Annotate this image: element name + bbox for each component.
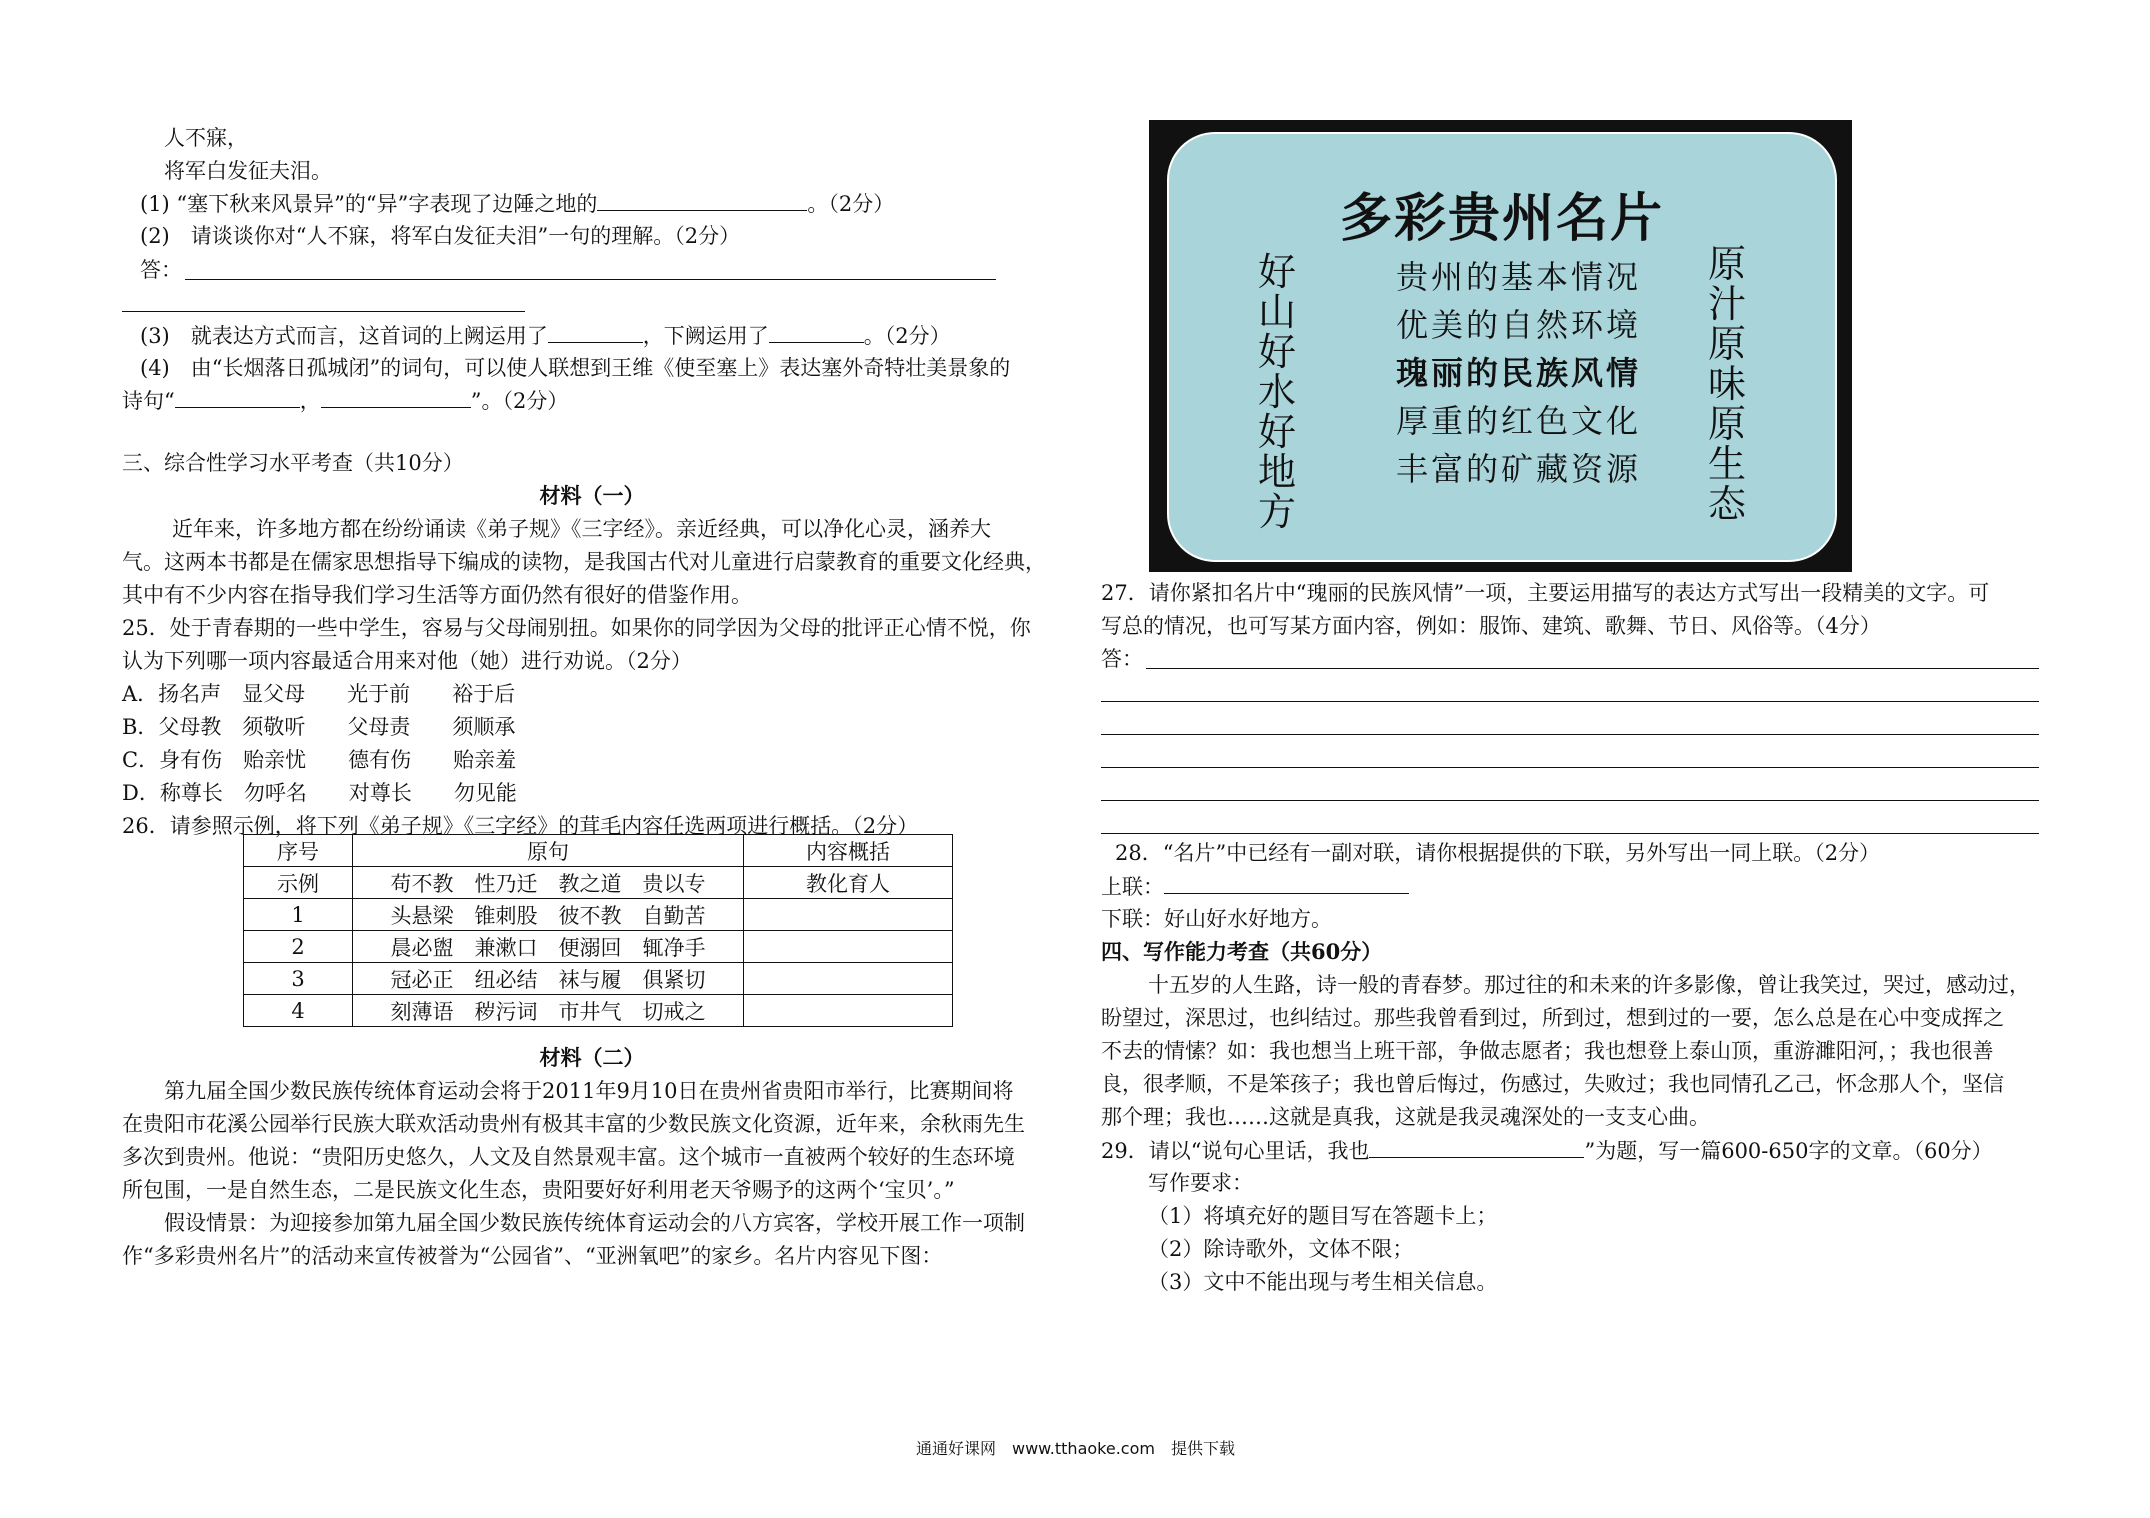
requirement: （2）除诗歌外，文体不限； — [1148, 1237, 1414, 1261]
paragraph: 良，很孝顺，不是笨孩子；我也曾后悔过，伤感过，失败过；我也同情孔乙己，怀念那人个，坚信 — [1101, 1072, 2004, 1096]
upper-couplet — [1101, 871, 1409, 902]
answer-label: 答： — [1101, 647, 1143, 671]
table-cell: 头悬梁 锥刺股 彼不教 自勤苦 — [353, 899, 744, 931]
paragraph: 其中有不少内容在指导我们学习生活等方面仍然有很好的借鉴作用。 — [122, 583, 752, 607]
question-26: 26．请参照示例，将下列《弟子规》《三字经》的茸毛内容任选两项进行概括。（2分） — [122, 814, 919, 838]
table-row — [244, 963, 953, 995]
question-text: (3) 就表达方式而言，这首词的上阙运用了 — [140, 324, 548, 348]
answer-line[interactable] — [122, 311, 525, 312]
table-row — [244, 931, 953, 963]
answer-line[interactable] — [1101, 833, 2039, 834]
requirement: （1）将填充好的题目写在答题卡上； — [1148, 1204, 1498, 1228]
question-text: ， — [299, 389, 321, 413]
card-title: 多彩贵州名片 — [1339, 189, 1664, 249]
answer-blank[interactable] — [548, 320, 643, 343]
table-cell: 3 — [244, 963, 353, 995]
question-score: 。（2分） — [807, 192, 895, 216]
question-25: 25．处于青春期的一些中学生，容易与父母闹别扭。如果你的同学因为父母的批评正心情不悦，你 — [122, 616, 1031, 640]
question-2: (2) 请谈谈你对“人不寐，将军白发征夫泪”一句的理解。（2分） — [140, 224, 741, 248]
table-cell: 苟不教 性乃迁 教之道 贵以专 — [353, 867, 744, 899]
option-d[interactable]: D．称尊长 勿呼名 对尊长 勿见能 — [122, 781, 517, 805]
table-cell: 刻薄语 秽污词 市井气 切戒之 — [353, 995, 744, 1027]
answer-cell[interactable] — [744, 995, 953, 1027]
table-header-row — [244, 835, 953, 867]
card-panel — [1167, 132, 1837, 562]
table-cell: 1 — [244, 899, 353, 931]
table-cell: 示例 — [244, 867, 353, 899]
question-text: ，下阙运用了 — [642, 324, 769, 348]
table-cell: 4 — [244, 995, 353, 1027]
poem-line: 人不寐， — [164, 126, 248, 150]
question-3 — [140, 320, 951, 351]
question-score: 。（2分） — [863, 324, 951, 348]
question-25-cont: 认为下列哪一项内容最适合用来对他（她）进行劝说。（2分） — [122, 649, 692, 673]
answer-cell[interactable] — [744, 931, 953, 963]
section-3-heading: 三、综合性学习水平考查（共10分） — [122, 451, 464, 475]
table-cell: 冠必正 纽必结 袜与履 俱紧切 — [353, 963, 744, 995]
answer-cell[interactable] — [744, 899, 953, 931]
header-cell: 原句 — [353, 835, 744, 867]
answer-line[interactable] — [1101, 701, 2039, 702]
card-item: 优美的自然环境 — [1396, 306, 1642, 344]
question-text: 诗句“ — [122, 389, 175, 413]
poem-line: 将军白发征夫泪。 — [164, 159, 332, 183]
answer-line[interactable] — [185, 279, 996, 280]
upper-couplet-label: 上联： — [1101, 875, 1164, 899]
paragraph: 作“多彩贵州名片”的活动来宣传被誉为“公园省”、“亚洲氧吧”的家乡。名片内容见下图： — [122, 1244, 943, 1268]
option-c[interactable]: C．身有伤 贻亲忧 德有伤 贻亲羞 — [122, 748, 517, 772]
answer-label: 答： — [140, 258, 182, 282]
card-item: 丰富的矿藏资源 — [1396, 450, 1642, 488]
paragraph: 盼望过，深思过，也纠结过。那些我曾看到过，所到过，想到过的一要，怎么总是在心中变成挥之 — [1101, 1006, 2004, 1030]
table-cell: 晨必盥 兼漱口 便溺回 辄净手 — [353, 931, 744, 963]
question-4-cont — [122, 385, 568, 416]
answer-line[interactable] — [1101, 767, 2039, 768]
table-row — [244, 995, 953, 1027]
question-text: (1) “塞下秋来风景异”的“异”字表现了边陲之地的 — [140, 192, 598, 216]
question-text: 29．请以“说句心里话，我也 — [1101, 1139, 1370, 1163]
header-cell: 内容概括 — [744, 835, 953, 867]
answer-blank[interactable] — [769, 320, 864, 343]
card-right-couplet: 原汁原味原生态 — [1707, 242, 1746, 526]
footer-watermark: 通通好课网 www.tthaoke.com 提供下载 — [916, 1439, 1235, 1458]
requirement: （3）文中不能出现与考生相关信息。 — [1148, 1270, 1498, 1294]
paragraph: 假设情景：为迎接参加第九届全国少数民族传统体育运动会的八方宾客，学校开展工作一项制 — [164, 1211, 1025, 1235]
answer-blank[interactable] — [597, 188, 807, 211]
title-blank[interactable] — [1369, 1135, 1584, 1158]
option-b[interactable]: B．父母教 须敬听 父母责 须顺承 — [122, 715, 516, 739]
header-cell: 序号 — [244, 835, 353, 867]
guizhou-card — [1149, 120, 1852, 572]
question-4: (4) 由“长烟落日孤城闭”的词句，可以使人联想到王维《使至塞上》表达塞外奇特壮美景象的 — [140, 356, 1011, 380]
answer-line[interactable] — [1146, 668, 2039, 669]
summary-table — [243, 834, 953, 1027]
paragraph: 第九届全国少数民族传统体育运动会将于2011年9月10日在贵州省贵阳市举行，比赛期间将 — [164, 1079, 1014, 1103]
requirements-label: 写作要求： — [1148, 1171, 1253, 1195]
material-2-heading: 材料（二） — [539, 1045, 645, 1070]
paragraph: 十五岁的人生路，诗一般的青春梦。那过往的和未来的许多影像，曾让我笑过，哭过，感动过， — [1148, 973, 2030, 997]
section-4-heading: 四、写作能力考查（共60分） — [1101, 939, 1383, 964]
answer-cell[interactable] — [744, 963, 953, 995]
question-text: ”为题，写一篇600-650字的文章。（60分） — [1584, 1139, 1993, 1163]
answer-blank[interactable] — [175, 385, 300, 408]
paragraph: 在贵阳市花溪公园举行民族大联欢活动贵州有极其丰富的少数民族文化资源，近年来，余秋雨先生 — [122, 1112, 1025, 1136]
question-score: ”。（2分） — [470, 389, 569, 413]
answer-line[interactable] — [1101, 800, 2039, 801]
card-item: 厚重的红色文化 — [1396, 402, 1642, 440]
question-27-cont: 写总的情况，也可写某方面内容，例如：服饰、建筑、歌舞、节日、风俗等。（4分） — [1101, 614, 1881, 638]
question-28: 28．“名片”中已经有一副对联，请你根据提供的下联，另外写出一同上联。（2分） — [1115, 841, 1881, 865]
answer-blank[interactable] — [1164, 871, 1409, 894]
paragraph: 不去的情愫？如：我也想当上班干部，争做志愿者；我也想登上泰山顶，重游濉阳河，；我也很善 — [1101, 1039, 1994, 1063]
answer-blank[interactable] — [321, 385, 471, 408]
table-cell: 2 — [244, 931, 353, 963]
paragraph: 多次到贵州。他说：“贵阳历史悠久，人文及自然景观丰富。这个城市一直被两个较好的生态环境 — [122, 1145, 1015, 1169]
card-left-couplet: 好山好水好地方 — [1257, 250, 1296, 534]
card-item: 瑰丽的民族风情 — [1396, 354, 1642, 392]
answer-line[interactable] — [1101, 734, 2039, 735]
question-27: 27．请你紧扣名片中“瑰丽的民族风情”一项，主要运用描写的表达方式写出一段精美的文字。可 — [1101, 581, 1990, 605]
paragraph: 所包围，一是自然生态，二是民族文化生态，贵阳要好好利用老天爷赐予的这两个‘宝贝’。” — [122, 1178, 955, 1202]
material-1-heading: 材料（一） — [539, 483, 645, 508]
table-row — [244, 899, 953, 931]
paragraph: 近年来，许多地方都在纷纷诵读《弟子规》《三字经》。亲近经典，可以净化心灵，涵养大 — [172, 517, 991, 541]
paragraph: 那个理；我也……这就是真我，这就是我灵魂深处的一支支心曲。 — [1101, 1105, 1710, 1129]
question-1 — [140, 188, 894, 219]
question-29 — [1101, 1135, 1993, 1166]
paragraph: 气。这两本书都是在儒家思想指导下编成的读物，是我国古代对儿童进行启蒙教育的重要文化经典， — [122, 550, 1046, 574]
option-a[interactable]: A．扬名声 显父母 光于前 裕于后 — [122, 682, 516, 706]
lower-couplet: 下联：好山好水好地方。 — [1101, 907, 1332, 931]
card-item: 贵州的基本情况 — [1396, 258, 1642, 296]
table-row — [244, 867, 953, 899]
table-cell: 教化育人 — [744, 867, 953, 899]
